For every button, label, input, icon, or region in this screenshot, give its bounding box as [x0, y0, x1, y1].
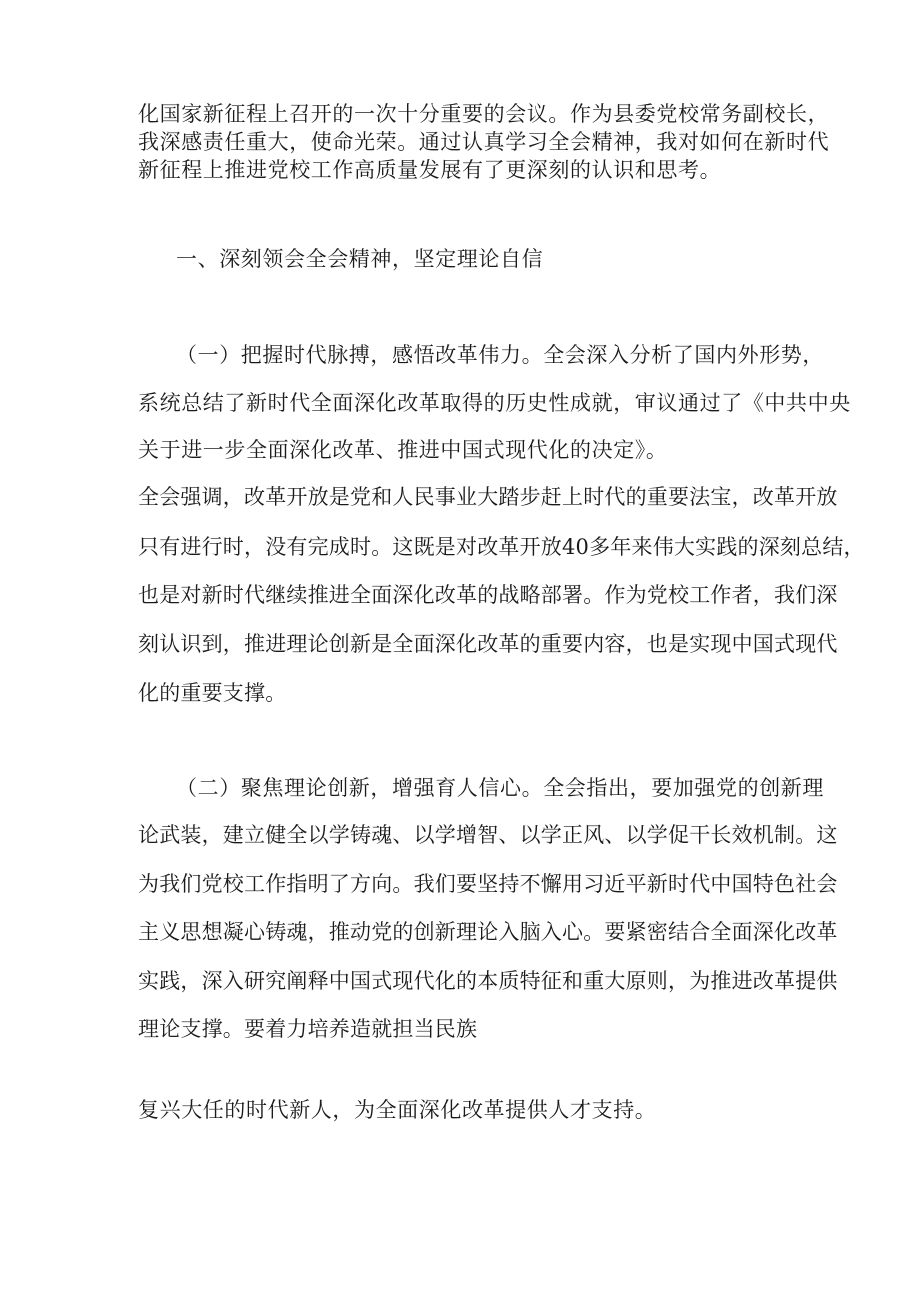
- sub1-cont-line-2: 只有进行时，没有完成时。这既是对改革开放40多年来伟大实践的深刻总结，: [138, 535, 865, 559]
- sub2-line-1: （二）聚焦理论创新，增强育人信心。全会指出，要加强党的创新理: [176, 776, 824, 800]
- intro-line-1: 化国家新征程上召开的一次十分重要的会议。作为县委党校常务副校长，: [138, 102, 830, 126]
- sub1-line-3: 关于进一步全面深化改革、推进中国式现代化的决定》。: [138, 438, 668, 462]
- section-heading: 一、深刻领会全会精神，坚定理论自信: [176, 247, 544, 271]
- sub2-line-3: 为我们党校工作指明了方向。我们要坚持不懈用习近平新时代中国特色社会: [138, 872, 838, 896]
- sub1-line-2: 系统总结了新时代全面深化改革取得的历史性成就，审议通过了《中共中央: [138, 391, 851, 415]
- sub1-cont-line-5: 化的重要支撑。: [138, 681, 287, 705]
- sub1-cont-line-1: 全会强调，改革开放是党和人民事业大踏步赶上时代的重要法宝，改革开放: [138, 485, 838, 509]
- sub1-line-1: （一）把握时代脉搏，感悟改革伟力。全会深入分析了国内外形势，: [176, 343, 824, 367]
- sub2-line-2: 论武装，建立健全以学铸魂、以学增智、以学正风、以学促干长效机制。这: [138, 823, 838, 847]
- sub1-cont-line-4: 刻认识到，推进理论创新是全面深化改革的重要内容，也是实现中国式现代: [138, 632, 838, 656]
- sub2-line-4: 主义思想凝心铸魂，推动党的创新理论入脑入心。要紧密结合全面深化改革: [138, 920, 838, 944]
- intro-line-3: 新征程上推进党校工作高质量发展有了更深刻的认识和思考。: [138, 158, 722, 182]
- sub2-line-6: 理论支撑。要着力培养造就担当民族: [138, 1017, 478, 1041]
- sub2-continuation: 复兴大任的时代新人，为全面深化改革提供人才支持。: [138, 1098, 657, 1122]
- sub1-cont-line-3: 也是对新时代继续推进全面深化改革的战略部署。作为党校工作者，我们深: [138, 583, 838, 607]
- sub2-line-5: 实践，深入研究阐释中国式现代化的本质特征和重大原则，为推进改革提供: [138, 969, 838, 993]
- intro-line-2: 我深感责任重大，使命光荣。通过认真学习全会精神，我对如何在新时代: [138, 130, 830, 154]
